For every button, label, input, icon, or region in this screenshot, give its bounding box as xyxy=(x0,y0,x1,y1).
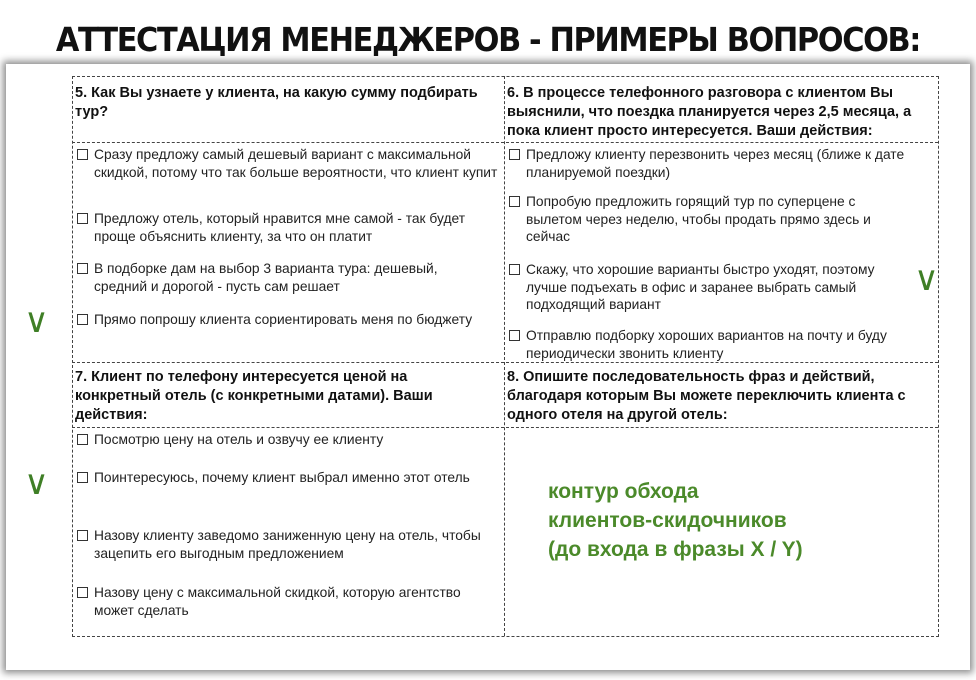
checkbox[interactable] xyxy=(77,434,88,445)
checkbox[interactable] xyxy=(77,472,88,483)
question-7-text: 7. Клиент по телефону интересуется ценой на конкретный отель (с конкретными датами). Ваши действия: xyxy=(75,369,433,423)
question-7-option-3[interactable]: Назову клиенту заведомо заниженную цену на отель, чтобы зацепить его выгодным предложением xyxy=(94,527,498,562)
grid-divider-q5q6-header xyxy=(72,142,938,143)
grid-divider-vertical xyxy=(504,76,505,636)
checkbox[interactable] xyxy=(509,264,520,275)
checkbox[interactable] xyxy=(509,196,520,207)
question-5-option-1[interactable]: Сразу предложу самый дешевый вариант с максимальной скидкой, потому что так больше вероятности, что клиент купит xyxy=(94,146,498,181)
question-6-option-3[interactable]: Скажу, что хорошие варианты быстро уходят, поэтому лучше подъехать в офис и заранее выбрать самый подходящий вариант xyxy=(526,261,911,314)
checkbox[interactable] xyxy=(77,314,88,325)
question-6-text: 6. В процессе телефонного разговора с клиентом Вы выяснили, что поездка планируется через 2,5 месяца, а пока клиент просто интересуется. Ваши действия: xyxy=(507,85,912,139)
question-6-option-4[interactable]: Отправлю подборку хороших вариантов на почту и буду периодически звонить клиенту xyxy=(526,327,926,362)
page-title: АТТЕСТАЦИЯ МЕНЕДЖЕРОВ - ПРИМЕРЫ ВОПРОСОВ: xyxy=(55,20,921,59)
checkbox[interactable] xyxy=(77,149,88,160)
question-6-option-2[interactable]: Попробую предложить горящий тур по суперцене с вылетом через неделю, чтобы продать прямо здесь и сейчас xyxy=(526,193,906,246)
checkbox[interactable] xyxy=(77,587,88,598)
question-7-option-4[interactable]: Назову цену с максимальной скидкой, которую агентство может сделать xyxy=(94,584,464,619)
checkbox[interactable] xyxy=(509,149,520,160)
question-7-option-2[interactable]: Поинтересуюсь, почему клиент выбрал именно этот отель xyxy=(94,469,484,487)
handwritten-answer-note: контур обхода клиентов-скидочников (до входа в фразы X / Y) xyxy=(548,480,803,561)
answer-check-icon: ∨ xyxy=(24,301,49,341)
grid-divider-q7q8-header xyxy=(72,427,938,428)
question-7-option-1[interactable]: Посмотрю цену на отель и озвучу ее клиенту xyxy=(94,431,498,449)
question-5-option-2[interactable]: Предложу отель, который нравится мне самой - так будет проще объяснить клиенту, за что он платит xyxy=(94,210,498,245)
question-5-text: 5. Как Вы узнаете у клиента, на какую сумму подбирать тур? xyxy=(75,85,478,120)
checkbox[interactable] xyxy=(77,213,88,224)
answer-check-icon: ∨ xyxy=(24,463,49,503)
question-5-option-4[interactable]: Прямо попрошу клиента сориентировать меня по бюджету xyxy=(94,311,498,329)
checkbox[interactable] xyxy=(77,263,88,274)
question-6-option-1[interactable]: Предложу клиенту перезвонить через месяц (ближе к дате планируемой поездки) xyxy=(526,146,936,181)
checkbox[interactable] xyxy=(77,530,88,541)
question-5-option-3[interactable]: В подборке дам на выбор 3 варианта тура: дешевый, средний и дорогой - пусть сам решает xyxy=(94,260,474,295)
checkbox[interactable] xyxy=(509,330,520,341)
grid-divider-middle xyxy=(72,362,938,363)
question-8-text: 8. Опишите последовательность фраз и действий, благодаря которым Вы можете переключить клиента с одного отеля на другой отель: xyxy=(507,369,906,423)
answer-check-icon: ∨ xyxy=(914,259,939,299)
